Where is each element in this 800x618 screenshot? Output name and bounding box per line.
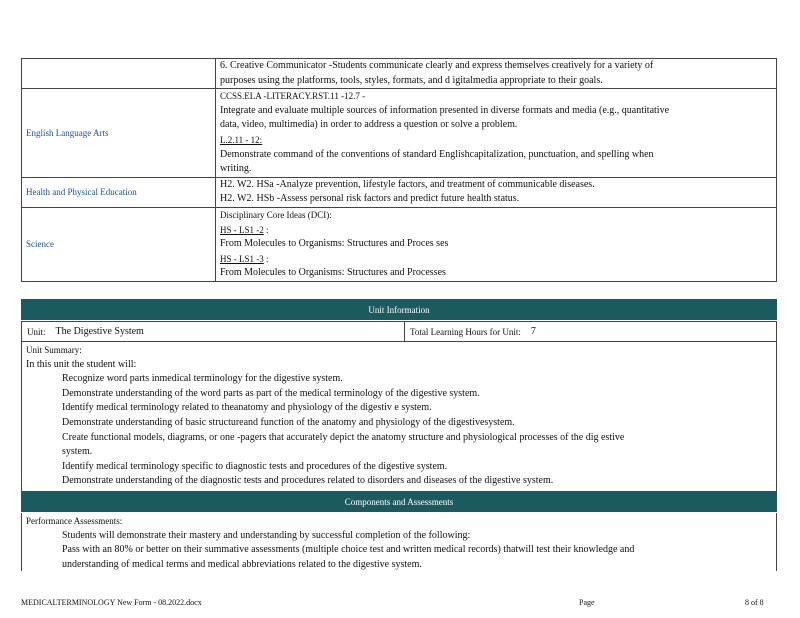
unit-name: The Digestive System xyxy=(55,326,144,337)
ela-standard-text-2a: Demonstrate command of the conventions of standard Englishcapitalization, punctuation, and spelling when xyxy=(220,148,654,160)
standard-cell-science xyxy=(216,207,777,281)
standard-cell-iste xyxy=(216,59,777,89)
list-item-text: Recognize word parts inmedical terminology for the digestive system. xyxy=(62,373,343,385)
list-item xyxy=(26,416,772,431)
list-item-text: Demonstrate understanding of the diagnostic tests and procedures related to disorders and diseases of the digestive system. xyxy=(62,475,554,487)
list-item xyxy=(26,387,772,402)
list-item-text: Create functional models, diagrams, or one -pagers that accurately depict the anatomy structure and physiological processes of the dig estive xyxy=(62,431,625,443)
list-item-text: Pass with an 80% or better on their summative assessments (multiple choice test and written medical records) thatwill test their knowledge and xyxy=(62,544,635,556)
list-item xyxy=(26,401,772,416)
list-item-text: system. xyxy=(62,446,93,458)
subject-cell-health xyxy=(22,177,216,207)
ela-standard-text-2b: writing. xyxy=(220,163,252,175)
list-item-continuation xyxy=(26,558,772,573)
science-code-1-suffix: : xyxy=(263,224,269,235)
subject-cell-empty xyxy=(22,59,216,89)
subject-english-label: English Language Arts xyxy=(26,127,109,138)
list-item xyxy=(26,372,772,387)
ela-standard-text-1b: data, video, multimedia) in order to address a question or solve a problem. xyxy=(220,119,518,131)
science-code-2-suffix: : xyxy=(263,253,269,264)
list-item xyxy=(26,529,772,544)
footer-filename: MEDICALTERMINOLOGY New Form - 08.2022.docx xyxy=(21,598,202,607)
science-standard-text-2: From Molecules to Organisms: Structures and Processes xyxy=(220,267,446,279)
performance-assessments-label: Performance Assessments: xyxy=(26,516,123,526)
list-item-text: Identify medical terminology specific to diagnostic tests and procedures of the digestive system. xyxy=(62,460,448,472)
iste-standard-line-1: 6. Creative Communicator -Students communicate clearly and express themselves creatively for a variety of xyxy=(220,60,654,71)
unit-summary-intro: In this unit the student will: xyxy=(26,358,137,370)
ela-standard-code-2: L.2.11 - 12: xyxy=(220,134,263,145)
standard-cell-health xyxy=(216,177,777,207)
subject-health-label: Health and Physical Education xyxy=(26,187,137,198)
list-item-text: understanding of medical terms and medical abbreviations related to the digestive system. xyxy=(62,558,422,570)
health-standard-line-1: H2. W2. HSa -Analyze prevention, lifestyle factors, and treatment of communicable diseases. xyxy=(220,178,595,190)
unit-hours-cell xyxy=(405,322,536,341)
components-assessments-header: Components and Assessments xyxy=(21,491,777,512)
standard-cell-english xyxy=(216,89,777,178)
science-code-2: HS - LS1 -3 xyxy=(220,253,264,264)
health-standard-line-2: H2. W2. HSb -Assess personal risk factors and predict future health status. xyxy=(220,193,520,205)
total-hours-label: Total Learning Hours for Unit: xyxy=(410,326,521,337)
subject-science-label: Science xyxy=(26,239,54,250)
standards-row-health xyxy=(22,177,777,207)
subject-cell-english xyxy=(22,89,216,178)
unit-summary-label: Unit Summary: xyxy=(26,345,82,355)
footer-page-number: 8 of 8 xyxy=(745,598,764,607)
standards-row-iste xyxy=(22,59,777,89)
unit-info-row xyxy=(21,321,777,342)
list-item-text: Students will demonstrate their mastery and understanding by successful completion of the following: xyxy=(62,529,471,541)
list-item xyxy=(26,431,772,446)
list-item xyxy=(26,474,772,489)
unit-label: Unit: xyxy=(27,326,46,337)
standards-row-english xyxy=(22,89,777,178)
standards-table xyxy=(21,58,777,282)
list-item-text: Identify medical terminology related to theanatomy and physiology of the digestiv e system. xyxy=(62,402,432,414)
unit-name-cell xyxy=(22,322,405,341)
science-standard-text-1: From Molecules to Organisms: Structures and Proces ses xyxy=(220,238,449,250)
subject-cell-science xyxy=(22,207,216,281)
performance-assessments xyxy=(21,513,777,571)
list-item-continuation xyxy=(26,445,772,460)
unit-summary xyxy=(21,342,777,491)
total-hours-value: 7 xyxy=(530,326,536,337)
standards-row-science xyxy=(22,207,777,281)
list-item xyxy=(26,543,772,558)
ela-standard-text-1a: Integrate and evaluate multiple sources of information presented in diverse formats and media (e.g., quantitative xyxy=(220,104,670,116)
science-code-1: HS - LS1 -2 xyxy=(220,224,264,235)
science-dci-label: Disciplinary Core Ideas (DCI): xyxy=(220,209,332,220)
iste-standard-line-2: purposes using the platforms, tools, styles, formats, and d igitalmedia appropriate to their goals. xyxy=(220,74,603,86)
footer-page-label: Page xyxy=(579,598,595,607)
list-item xyxy=(26,460,772,475)
list-item-text: Demonstrate understanding of the word parts as part of the medical terminology of the digestive system. xyxy=(62,387,480,399)
unit-information-header: Unit Information xyxy=(21,299,777,320)
ela-standard-code-1: CCSS.ELA -LITERACY.RST.11 -12.7 - xyxy=(220,91,366,102)
list-item-text: Demonstrate understanding of basic structureand function of the anatomy and physiology of the digestivesystem. xyxy=(62,416,515,428)
